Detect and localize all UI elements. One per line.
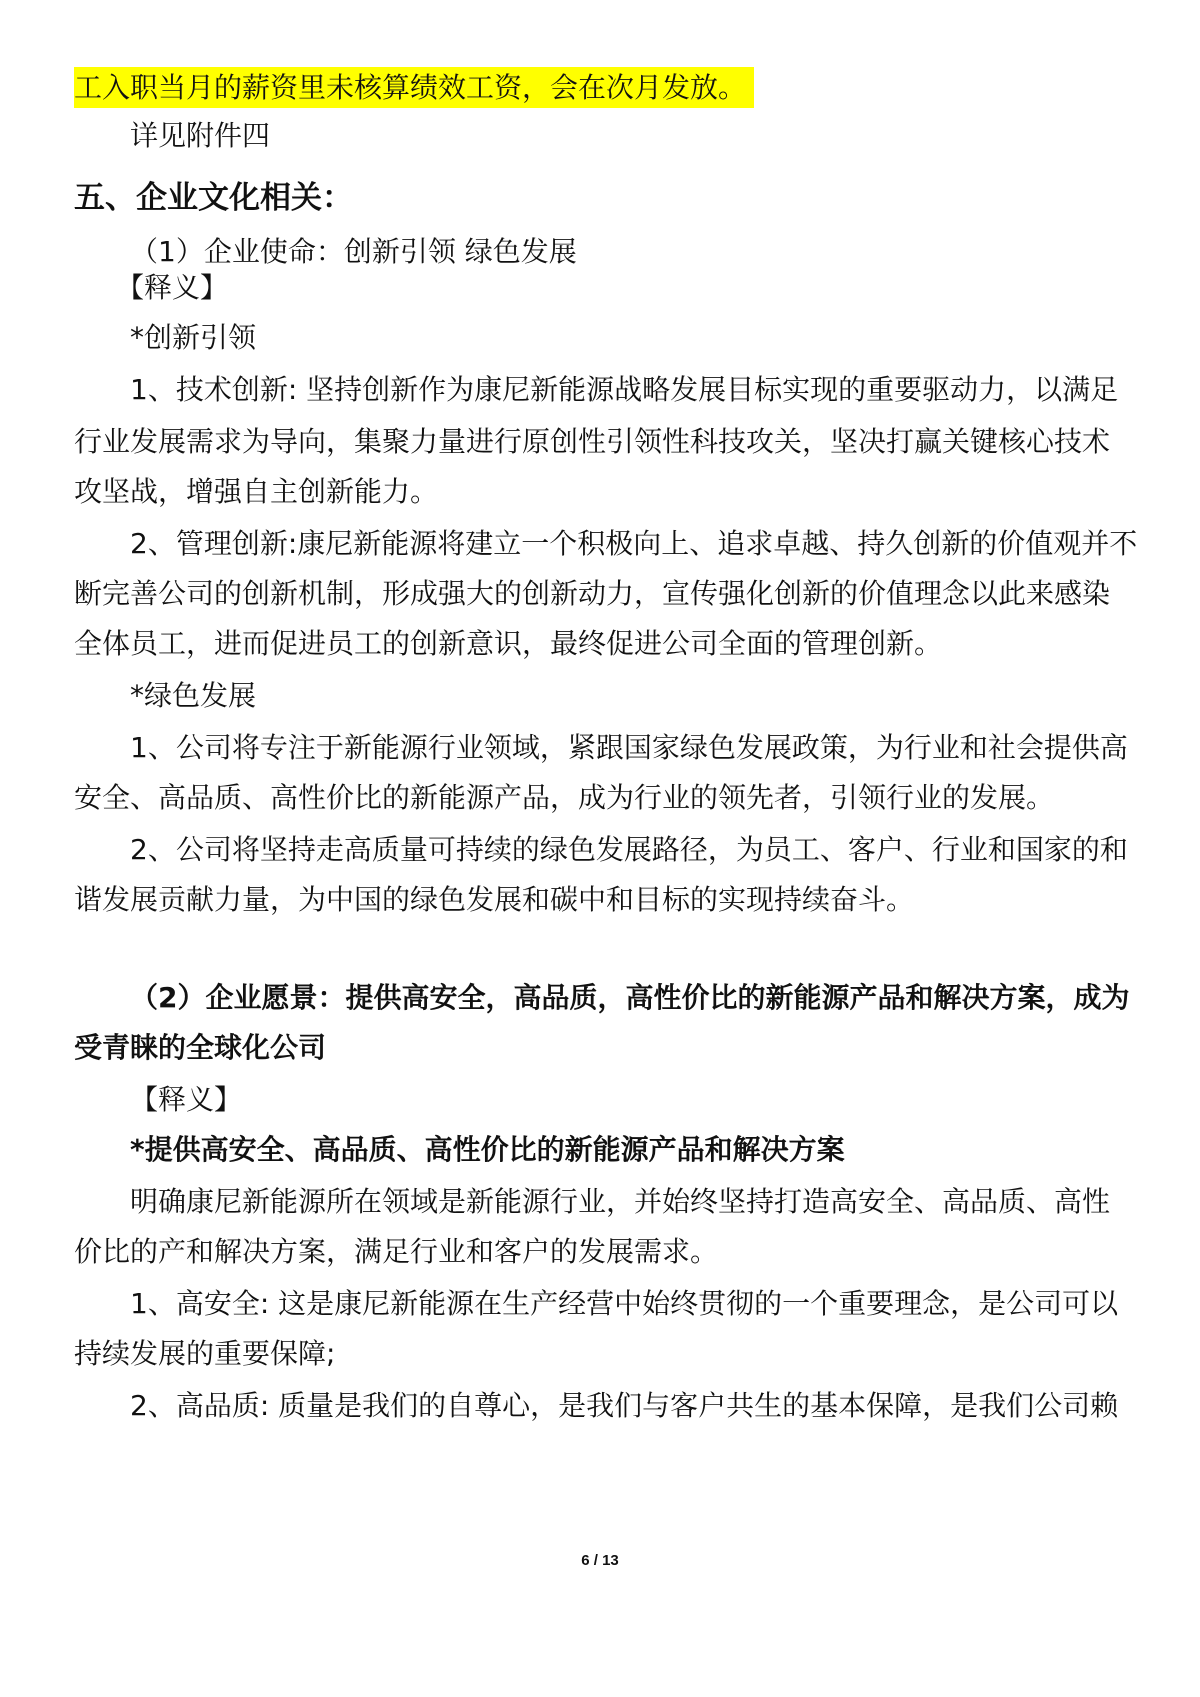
vision-subtitle: *提供高安全、高品质、高性价比的新能源产品和解决方案	[130, 1133, 845, 1166]
vision-title-line-2: 受青睐的全球化公司	[74, 1031, 327, 1064]
green-dev-subtitle: *绿色发展	[130, 679, 257, 712]
green-dev-p2-line-2: 谐发展贡献力量，为中国的绿色发展和碳中和目标的实现持续奋斗。	[74, 883, 915, 916]
green-dev-p1-line-2: 安全、高品质、高性价比的新能源产品，成为行业的领先者，引领行业的发展。	[74, 781, 1055, 814]
section-heading: 五、企业文化相关：	[74, 180, 353, 216]
mgmt-innovation-line-2: 断完善公司的创新机制，形成强大的创新动力，宣传强化创新的价值理念以此来感染	[74, 577, 1111, 610]
vision-intro-line-1: 明确康尼新能源所在领域是新能源行业，并始终坚持打造高安全、高品质、高性	[130, 1185, 1111, 1218]
green-dev-p2-line-1: 2、公司将坚持走高质量可持续的绿色发展路径，为员工、客户、行业和国家的和	[130, 833, 1128, 866]
page-number: 6 / 13	[581, 1552, 619, 1569]
high-safety-line-2: 持续发展的重要保障;	[74, 1337, 336, 1370]
mgmt-innovation-line-3: 全体员工，进而促进员工的创新意识，最终促进公司全面的管理创新。	[74, 627, 943, 660]
tech-innovation-line-2: 行业发展需求为导向，集聚力量进行原创性引领性科技攻关，坚决打赢关键核心技术	[74, 425, 1111, 458]
tech-innovation-line-1: 1、技术创新: 坚持创新作为康尼新能源战略发展目标实现的重要驱动力，以满足	[130, 373, 1119, 406]
green-dev-p1-line-1: 1、公司将专注于新能源行业领域，紧跟国家绿色发展政策，为行业和社会提供高	[130, 731, 1128, 764]
vision-title-line-1: （2）企业愿景：提供高安全，高品质，高性价比的新能源产品和解决方案，成为	[130, 981, 1130, 1014]
highlight-text: 工入职当月的薪资里未核算绩效工资，会在次月发放。	[74, 67, 754, 108]
attachment-reference: 详见附件四	[130, 119, 271, 152]
high-safety-line-1: 1、高安全: 这是康尼新能源在生产经营中始终贯彻的一个重要理念，是公司可以	[130, 1287, 1119, 1320]
innovation-subtitle: *创新引领	[130, 321, 257, 354]
highlighted-line	[74, 68, 754, 108]
high-quality-line-1: 2、高品质: 质量是我们的自尊心，是我们与客户共生的基本保障，是我们公司赖	[130, 1389, 1119, 1422]
vision-intro-line-2: 价比的产和解决方案，满足行业和客户的发展需求。	[74, 1235, 719, 1268]
mgmt-innovation-line-1: 2、管理创新:康尼新能源将建立一个积极向上、追求卓越、持久创新的价值观并不	[130, 527, 1138, 560]
mission-shiyi-label: 【释义】	[116, 271, 229, 304]
tech-innovation-line-3: 攻坚战，增强自主创新能力。	[74, 475, 439, 508]
mission-title: （1）企业使命：创新引领 绿色发展	[130, 235, 577, 268]
vision-shiyi-label: 【释义】	[130, 1083, 243, 1116]
